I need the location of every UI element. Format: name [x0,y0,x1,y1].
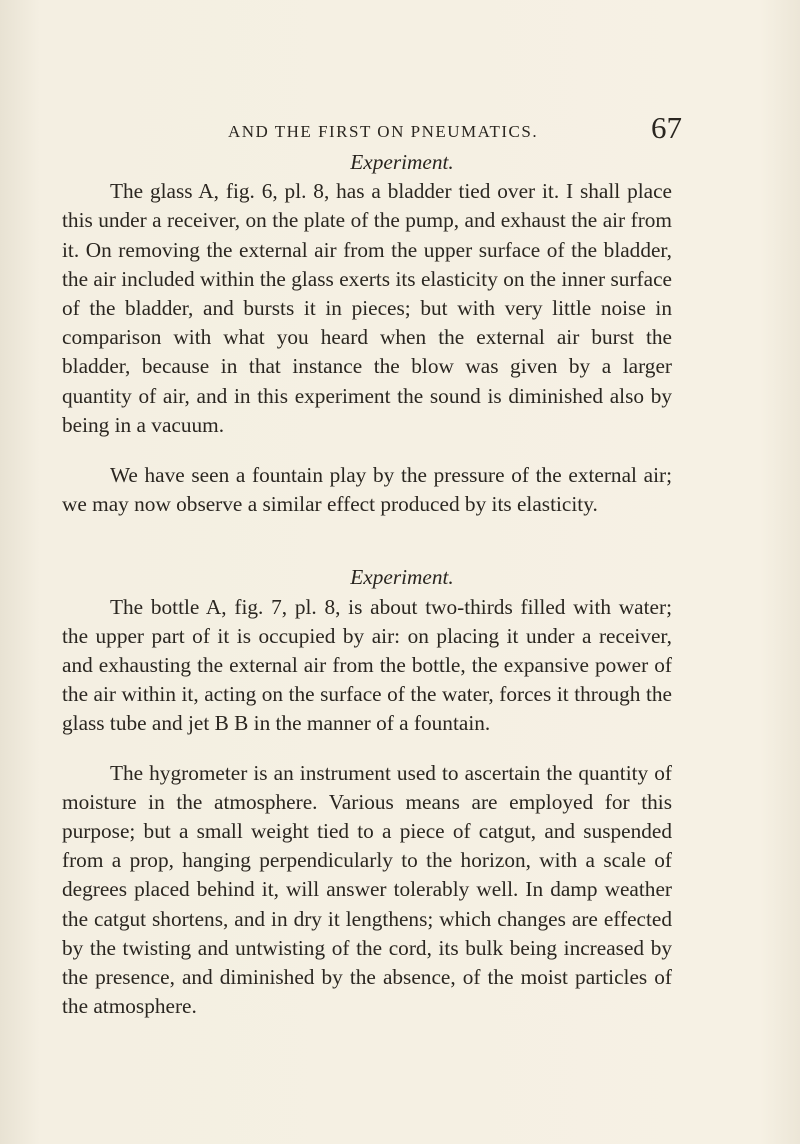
page-number: 67 [651,110,682,145]
running-title: AND THE FIRST ON PNEUMATICS. [228,122,539,141]
paragraph: We have seen a fountain play by the pressure of the external air; we may now observe a similar effect produced by its elasticity. [62,463,672,517]
page-body [62,148,672,1021]
section-heading: Experiment. [350,150,454,174]
paragraph: The hygrometer is an instrument used to ascertain the quantity of moisture in the atmosphere. Various means are employed for this purpose; but a small weight tied to a piece of catgut, and suspended from a prop, hanging perpendicularly to the horizon, with a scale of degrees placed behind it, will answer tolerably well. In damp weather the catgut shortens, and in dry it lengthens; which changes are effected by the twisting and untwisting of the cord, its bulk being increased by the presence, and diminished by the absence, of the moist particles of the atmosphere. [62,760,672,1019]
section-heading: Experiment. [350,565,454,590]
paragraph: The bottle A, fig. 7, pl. 8, is about two-thirds filled with water; the upper part of it is occupied by air: on placing it under a receiver, and exhausting the external air from the bottle, the expansive power of the air within it, acting on the surface of the water, forces it through the glass tube and jet B B in the manner of a fountain. [62,594,672,736]
paragraph: The glass A, fig. 6, pl. 8, has a bladder tied over it. I shall place this under a receiver, on the plate of the pump, and exhaust the air from it. On removing the external air from the upper surface of the bladder, the air included within the glass exerts its elasticity on the inner surface of the bladder, and bursts it in pieces; but with very little noise in comparison with what you heard when the external air burst the bladder, because in that instance the blow was given by a larger quantity of air, and in this experiment the sound is diminished also by being in a vacuum. [62,179,672,437]
